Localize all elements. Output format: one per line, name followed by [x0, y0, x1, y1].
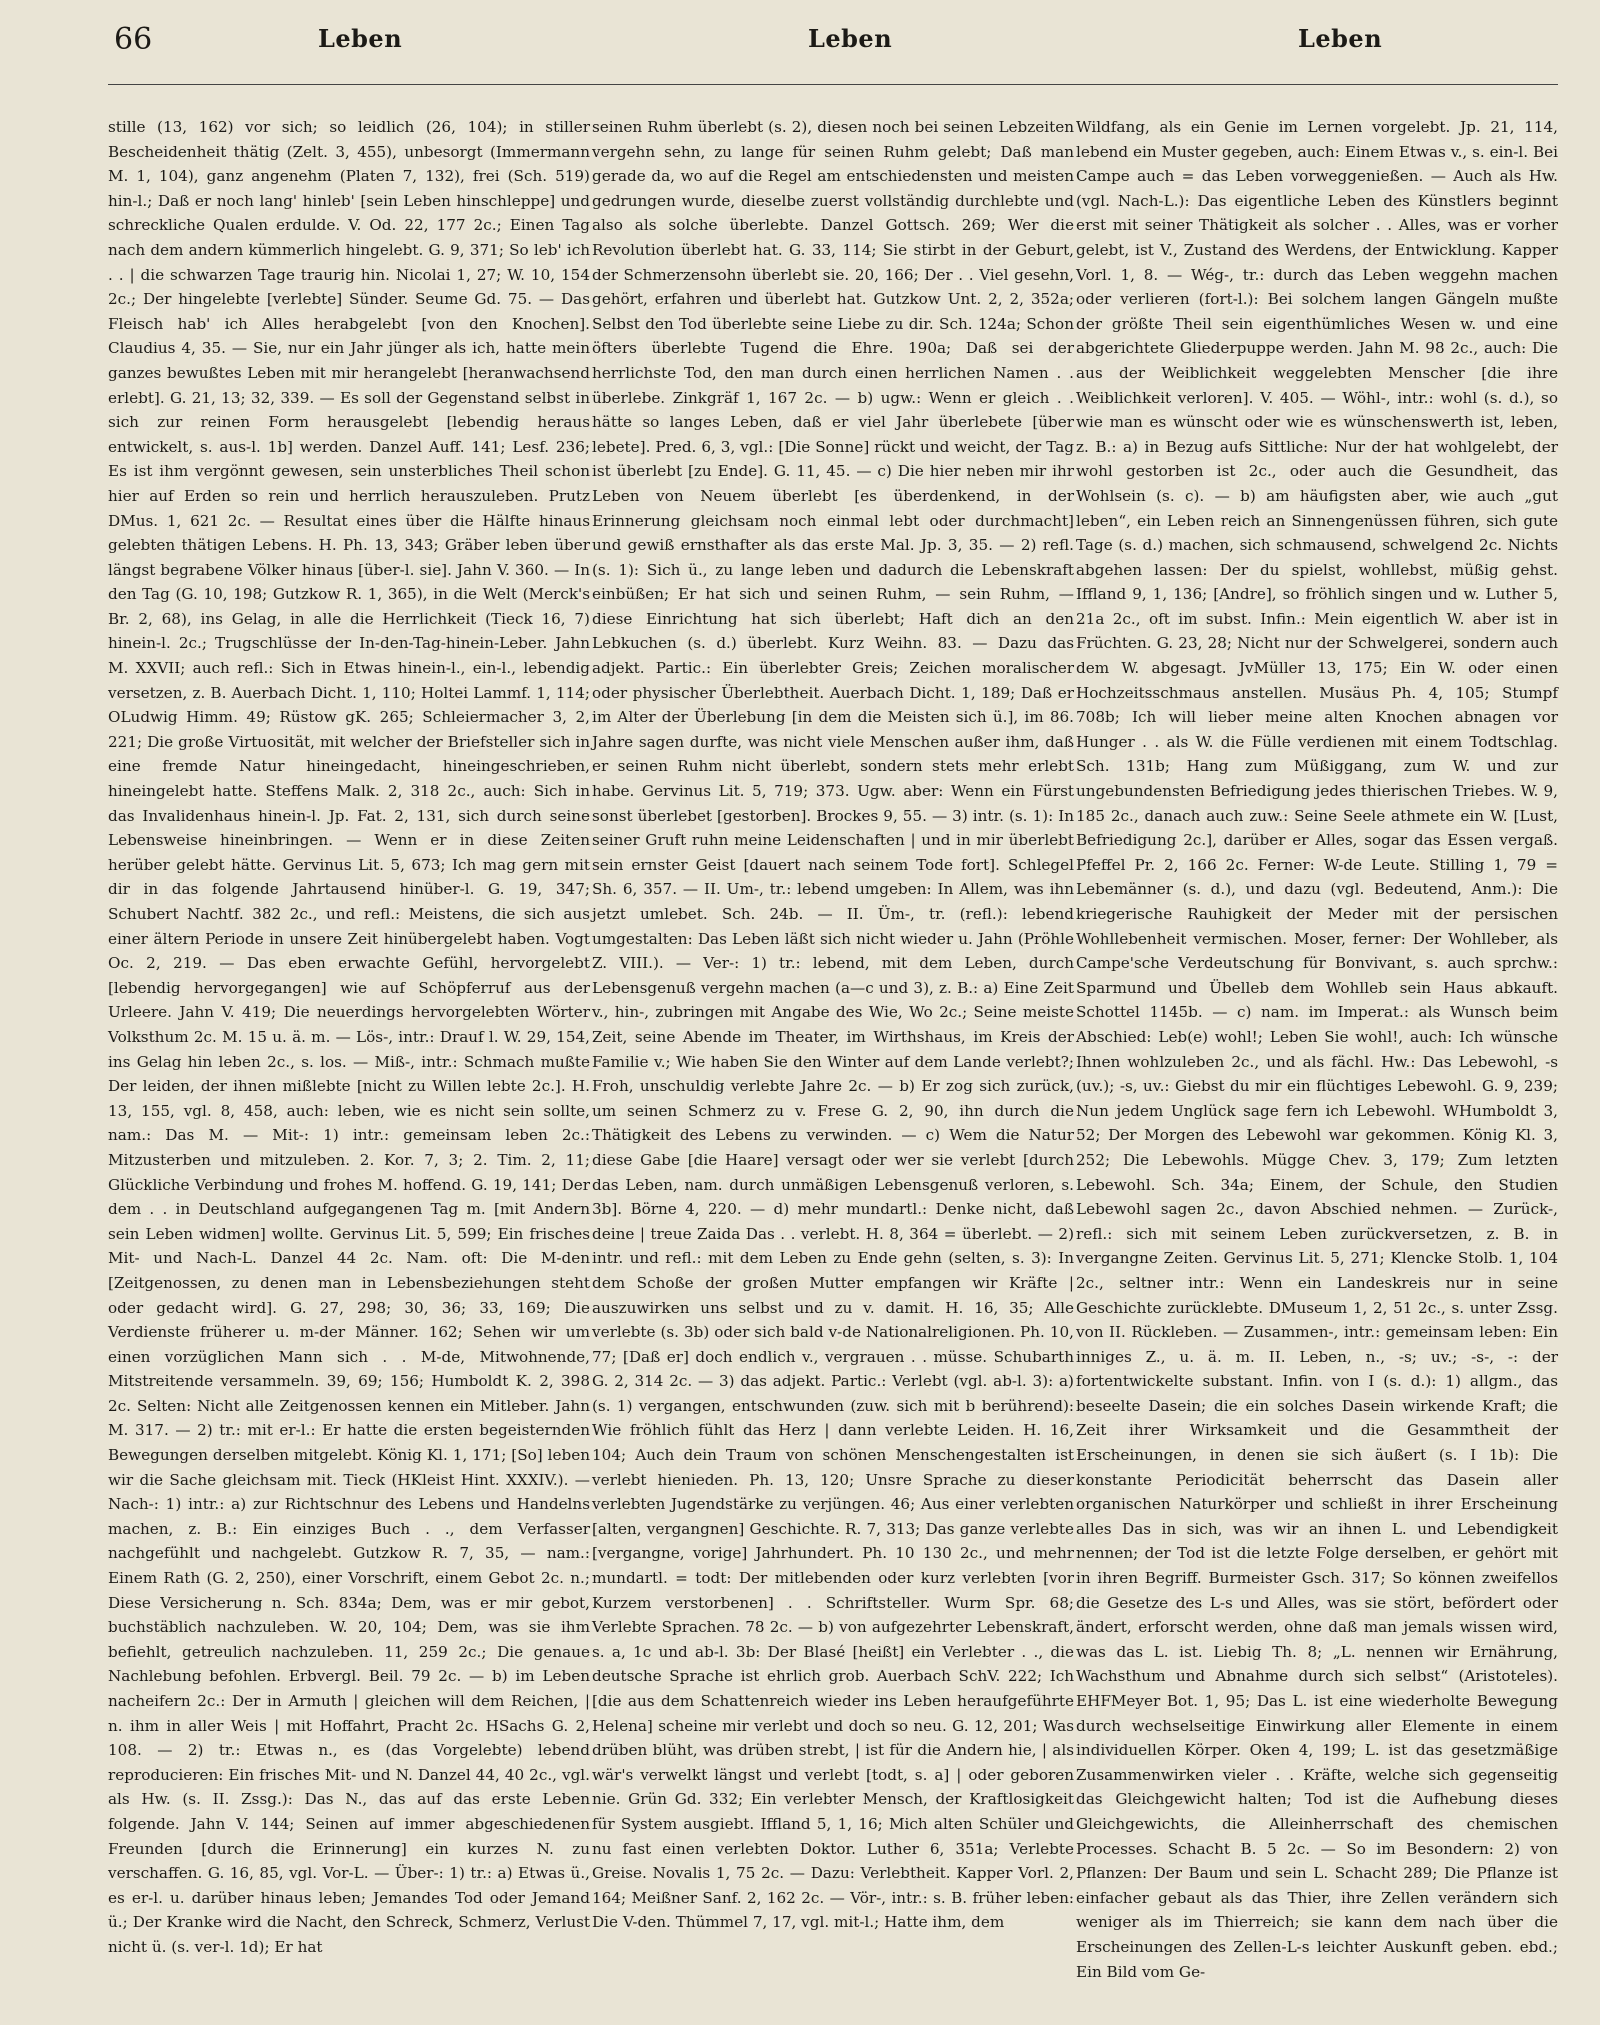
running-head-right: Leben: [1298, 24, 1383, 53]
page-header: [108, 0, 1558, 85]
column-text: seinen Ruhm überlebt (s. 2), diesen noch bei seinen Lebzeiten vergehn sehn, zu lange für seinen Ruhm gelebt; Daß man gerade da, wo auf die Regel am entschiedensten und meisten gedrungen wurde, dieselbe zuerst vollständig durchlebte und also als solche überlebte. Danzel Gottsch. 269; Wer die Revolution überlebt hat. G. 33, 114; Sie stirbt in der Geburt, der Schmerzensohn überlebt sie. 20, 166; Der . . Viel gesehn, gehört, erfahren und überlebt hat. Gutzkow Unt. 2, 2, 352a; Selbst den Tod überlebte seine Liebe zu dir. Sch. 124a; Schon öfters überlebte Tugend die Ehre. 190a; Daß sei der herrlichste Tod, den man durch einen herrlichen Namen . . überlebe. Zinkgräf 1, 167 2c. — b) ugw.: Wenn er gleich . . hätte so langes Leben, daß er viel Jahr überlebete [über lebete]. Pred. 6, 3, vgl.: [Die Sonne] rückt und weicht, der Tag ist überlebt [zu Ende]. G. 11, 45. — c) Die hier neben mir ihr Leben von Neuem überlebt [es überdenkend, in der Erinnerung gleichsam noch einmal lebt oder durchmacht] und gewiß ernsthafter als das erste Mal. Jp. 3, 35. — 2) refl. (s. 1): Sich ü., zu lange leben und dadurch die Lebenskraft einbüßen; Er hat sich und seinen Ruhm, — sein Ruhm, — diese Einrichtung hat sich überlebt; Haft dich an den Lebkuchen (s. d.) überlebt. Kurz Weihn. 83. — Dazu das adjekt. Partic.: Ein überlebter Greis; Zeichen moralischer oder physischer Überlebtheit. Auerbach Dicht. 1, 189; Daß er im Alter der Überlebung [in dem die Meisten sich ü.], im 86. Jahre sagen durfte, was nicht viele Menschen außer ihm, daß er seinen Ruhm nicht überlebt, sondern stets mehr erlebt habe. Gervinus Lit. 5, 719; 373. Ugw. aber: Wenn ein Fürst sonst überlebet [gestorben]. Brockes 9, 55. — 3) intr. (s. 1): In seiner Gruft ruhn meine Leidenschaften | und in mir überlebt sein ernster Geist [dauert nach seinem Tode fort]. Schlegel Sh. 6, 357. — II. Um-, tr.: lebend umgeben: In Allem, was ihn jetzt umlebet. Sch. 24b. — II. Üm-, tr. (refl.): lebend umgestalten: Das Leben läßt sich nicht wieder u. Jahn (Pröhle Z. VIII.). — Ver-: 1) tr.: lebend, mit dem Leben, durch Lebensgenuß vergehn machen (a—c und 3), z. B.: a) Eine Zeit v., hin-, zubringen mit Angabe des Wie, Wo 2c.; Seine meiste Zeit, seine Abende im Theater, im Wirthshaus, im Kreis der Familie v.; Wie haben Sie den Winter auf dem Lande verlebt?; Froh, unschuldig verlebte Jahre 2c. — b) Er zog sich zurück, um seinen Schmerz zu v. Frese G. 2, 90, ihn durch die Thätigkeit des Lebens zu verwinden. — c) Wem die Natur diese Gabe [die Haare] versagt oder wer sie verlebt [durch das Leben, nam. durch unmäßigen Lebensgenuß verloren, s. 3b]. Börne 4, 220. — d) mehr mundartl.: Denke nicht, daß deine | treue Zaida Das . . verlebt. H. 8, 364 = überlebt. — 2) intr. und refl.: mit dem Leben zu Ende gehn (selten, s. 3): In dem Schoße der großen Mutter empfangen wir Kräfte | auszuwirken uns selbst und zu v. damit. H. 16, 35; Alle verlebte (s. 3b) oder sich bald v-de Nationalreligionen. Ph. 10, 77; [Daß er] doch endlich v., vergrauen . . müsse. Schubarth G. 2, 314 2c. — 3) das adjekt. Partic.: Verlebt (vgl. ab-l. 3): a) (s. 1) vergangen, entschwunden (zuw. sich mit b berührend): Wie fröhlich fühlt das Herz | dann verlebte Leiden. H. 16, 104; Auch dein Traum von schönen Menschengestalten ist verlebt hienieden. Ph. 13, 120; Unsre Sprache zu dieser verlebten Jugendstärke zu verjüngen. 46; Aus einer verlebten [alten, vergangnen] Geschichte. R. 7, 313; Das ganze verlebte [vergangne, vorige] Jahrhundert. Ph. 10 130 2c., und mehr mundartl. = todt: Der mitlebenden oder kurz verlebten [vor Kurzem verstorbenen] . . Schriftsteller. Wurm Spr. 68; Verlebte Sprachen. 78 2c. — b) von aufgezehrter Lebenskraft, s. a, 1c und ab-l. 3b: Der Blasé [heißt] ein Verlebter . ., die deutsche Sprache ist ehrlich grob. Auerbach SchV. 222; Ich [die aus dem Schattenreich wieder ins Leben heraufgeführte Helena] scheine mir verlebt und doch so neu. G. 12, 201; Was drüben blüht, was drüben strebt, | ist für die Andern hie, | als wär's verwelkt längst und verlebt [todt, s. a] | oder geboren nie. Grün Gd. 332; Ein verlebter Mensch, der Kraftlosigkeit für System ausgiebt. Iffland 5, 1, 16; Mich alten Schüler und nu fast einen verlebten Doktor. Luther 6, 351a; Verlebte Greise. Novalis 1, 75 2c. — Dazu: Verlebtheit. Kapper Vorl. 2, 164; Meißner Sanf. 2, 162 2c. — Vör-, intr.: s. B. früher leben: Die V-den. Thümmel 7, 17, vgl. mit-l.; Hatte ihm, dem: [592, 118, 1074, 1932]
page-number: 66: [114, 22, 153, 57]
column-text: Wildfang, als ein Genie im Lernen vorgelebt. Jp. 21, 114, lebend ein Muster gegeben, auch: Einem Etwas v., s. ein-l. Bei Campe auch = das Leben vorweggenießen. — Auch als Hw. (vgl. Nach-L.): Das eigentliche Leben des Künstlers beginnt erst mit seiner Thätigkeit als solcher . . Alles, was er vorher gelebt, ist V., Zustand des Werdens, der Entwicklung. Kapper Vorl. 1, 8. — Wég-, tr.: durch das Leben weggehn machen oder verlieren (fort-l.): Bei solchem langen Gängeln mußte der größte Theil sein eigenthümliches Wesen w. und eine abgerichtete Gliederpuppe werden. Jahn M. 98 2c., auch: Die aus der Weiblichkeit weggelebten Menscher [die ihre Weiblichkeit verloren]. V. 405. — Wöhl-, intr.: wohl (s. d.), so wie man es wünscht oder wie es wünschenswerth ist, leben, z. B.: a) in Bezug aufs Sittliche: Nur der hat wohlgelebt, der wohl gestorben ist 2c., oder auch die Gesundheit, das Wohlsein (s. c). — b) am häufigsten aber, wie auch „gut leben“, ein Leben reich an Sinnengenüssen führen, sich gute Tage (s. d.) machen, sich schmausend, schwelgend 2c. Nichts abgehen lassen: Der du spielst, wohllebst, müßig gehst. Iffland 9, 1, 136; [Andre], so fröhlich singen und w. Luther 5, 21a 2c., oft im subst. Infin.: Mein eigentlich W. aber ist in Früchten. G. 23, 28; Nicht nur der Schwelgerei, sondern auch dem W. abgesagt. JvMüller 13, 175; Ein W. oder einen Hochzeitsschmaus anstellen. Musäus Ph. 4, 105; Stumpf 708b; Ich will lieber meine alten Knochen abnagen vor Hunger . . als W. die Fülle verdienen mit einem Todtschlag. Sch. 131b; Hang zum Müßiggang, zum W. und zur ungebundensten Befriedigung jedes thierischen Triebes. W. 9, 185 2c., danach auch zuw.: Seine Seele athmete ein W. [Lust, Befriedigung 2c.], darüber er Alles, sogar das Essen vergaß. Pfeffel Pr. 2, 166 2c. Ferner: W-de Leute. Stilling 1, 79 = Lebemänner (s. d.), und dazu (vgl. Bedeutend, Anm.): Die kriegerische Rauhigkeit der Meder mit der persischen Wohllebenheit vermischen. Moser, ferner: Der Wohlleber, als Campe'sche Verdeutschung für Bonvivant, s. auch sprchw.: Sparmund und Übelleb dem Wohlleb sein Haus abkauft. Schottel 1145b. — c) nam. im Imperat.: als Wunsch beim Abschied: Leb(e) wohl!; Leben Sie wohl!, auch: Ich wünsche Ihnen wohlzuleben 2c., und als fächl. Hw.: Das Lebewohl, -s (uv.); -s, uv.: Giebst du mir ein flüchtiges Lebewohl. G. 9, 239; Nun jedem Unglück sage fern ich Lebewohl. WHumboldt 3, 52; Der Morgen des Lebewohl war gekommen. König Kl. 3, 252; Die Lebewohls. Mügge Chev. 3, 179; Zum letzten Lebewohl. Sch. 34a; Einem, der Schule, den Studien Lebewohl sagen 2c., davon Abschied nehmen. — Zurück-, refl.: sich mit seinem Leben zurückversetzen, z. B. in vergangne Zeiten. Gervinus Lit. 5, 271; Klencke Stolb. 1, 104 2c., seltner intr.: Wenn ein Landeskreis nur in seine Geschichte zurücklebte. DMuseum 1, 2, 51 2c., s. unter Zssg. von II. Rückleben. — Zusammen-, intr.: gemeinsam leben: Ein inniges Z., u. ä. m. II. Leben, n., -s; uv.; -s-, -: der fortentwickelte substant. Infin. von I (s. d.): 1) allgm., das beseelte Dasein; die ein solches Dasein wirkende Kraft; die Zeit ihrer Wirksamkeit und die Gesammtheit der Erscheinungen, in denen sie sich äußert (s. I 1b): Die konstante Periodicität beherrscht das Dasein aller organischen Naturkörper und schließt in ihrer Erscheinung alles Das in sich, was wir an ihnen L. und Lebendigkeit nennen; der Tod ist die letzte Folge derselben, er gehört mit in ihren Begriff. Burmeister Gsch. 317; So können zweifellos die Gesetze des L-s und Alles, was sie stört, befördert oder ändert, erforscht werden, ohne daß man jemals wissen wird, was das L. ist. Liebig Th. 8; „L. nennen wir Ernährung, Wachsthum und Abnahme durch sich selbst“ (Aristoteles). EHFMeyer Bot. 1, 95; Das L. ist eine wiederholte Bewegung durch wechselseitige Einwirkung aller Elemente in einem individuellen Körper. Oken 4, 199; L. ist das gesetzmäßige Zusammenwirken vieler . . Kräfte, welche sich gegenseitig das Gleichgewicht halten; Tod ist die Aufhebung dieses Gleichgewichts, die Alleinherrschaft des chemischen Processes. Schacht B. 5 2c. — So im Besondern: 2) von Pflanzen: Der Baum und sein L. Schacht 289; Die Pflanze ist einfacher gebaut als das Thier, ihre Zellen verändern sich weniger als im Thierreich; sie kann dem nach über die Erscheinungen des Zellen-L-s leichter Auskunft geben. ebd.; Ein Bild vom Ge-: [1076, 118, 1558, 1981]
column-right: [1076, 115, 1558, 1984]
column-left: [108, 115, 590, 1984]
column-text: stille (13, 162) vor sich; so leidlich (26, 104); in stiller Bescheidenheit thätig (Zelt. 3, 455), unbesorgt (Immermann M. 1, 104), ganz angenehm (Platen 7, 132), frei (Sch. 519) hin-l.; Daß er noch lang' hinleb' [sein Leben hinschleppe] und schreckliche Qualen erdulde. V. Od. 22, 177 2c.; Einen Tag nach dem andern kümmerlich hingelebt. G. 9, 371; So leb' ich . . | die schwarzen Tage traurig hin. Nicolai 1, 27; W. 10, 154 2c.; Der hingelebte [verlebte] Sünder. Seume Gd. 75. — Das Fleisch hab' ich Alles herabgelebt [von den Knochen]. Claudius 4, 35. — Sie, nur ein Jahr jünger als ich, hatte mein ganzes bewußtes Leben mit mir herangelebt [heranwachsend erlebt]. G. 21, 13; 32, 339. — Es soll der Gegenstand selbst in sich zur reinen Form herausgelebt [lebendig heraus entwickelt, s. aus-l. 1b] werden. Danzel Auff. 141; Lesf. 236; Es ist ihm vergönnt gewesen, sein unsterbliches Theil schon hier auf Erden so rein und herrlich herauszuleben. Prutz DMus. 1, 621 2c. — Resultat eines über die Hälfte hinaus gelebten thätigen Lebens. H. Ph. 13, 343; Gräber leben über längst begrabene Völker hinaus [über-l. sie]. Jahn V. 360. — In den Tag (G. 10, 198; Gutzkow R. 1, 365), in die Welt (Merck's Br. 2, 68), ins Gelag, in alle die Herrlichkeit (Tieck 16, 7) hinein-l. 2c.; Trugschlüsse der In-den-Tag-hinein-Leber. Jahn M. XXVII; auch refl.: Sich in Etwas hinein-l., ein-l., lebendig versetzen, z. B. Auerbach Dicht. 1, 110; Holtei Lammf. 1, 114; OLudwig Himm. 49; Rüstow gK. 265; Schleiermacher 3, 2, 221; Die große Virtuosität, mit welcher der Briefsteller sich in eine fremde Natur hineingedacht, hineingeschrieben, hineingelebt hatte. Steffens Malk. 2, 318 2c., auch: Sich in das Invalidenhaus hinein-l. Jp. Fat. 2, 131, sich durch seine Lebensweise hineinbringen. — Wenn er in diese Zeiten herüber gelebt hätte. Gervinus Lit. 5, 673; Ich mag gern mit dir in das folgende Jahrtausend hinüber-l. G. 19, 347; Schubert Nachtf. 382 2c., und refl.: Meistens, die sich aus einer ältern Periode in unsere Zeit hinübergelebt haben. Vogt Oc. 2, 219. — Das eben erwachte Gefühl, hervorgelebt [lebendig hervorgegangen] wie auf Schöpferruf aus der Urleere. Jahn V. 419; Die neuerdings hervorgelebten Wörter Volksthum 2c. M. 15 u. ä. m. — Lös-, intr.: Drauf l. W. 29, 154, ins Gelag hin leben 2c., s. los. — Miß-, intr.: Schmach mußte Der leiden, der ihnen mißlebte [nicht zu Willen lebte 2c.]. H. 13, 155, vgl. 8, 458, auch: leben, wie es nicht sein sollte, nam.: Das M. — Mit-: 1) intr.: gemeinsam leben 2c.: Mitzusterben und mitzuleben. 2. Kor. 7, 3; 2. Tim. 2, 11; Glückliche Verbindung und frohes M. hoffend. G. 19, 141; Der dem . . in Deutschland aufgegangenen Tag m. [mit Andern sein Leben widmen] wollte. Gervinus Lit. 5, 599; Ein frisches Mit- und Nach-L. Danzel 44 2c. Nam. oft: Die M-den [Zeitgenossen, zu denen man in Lebensbeziehungen steht oder gedacht wird]. G. 27, 298; 30, 36; 33, 169; Die Verdienste früherer u. m-der Männer. 162; Sehen wir um einen vorzüglichen Mann sich . . M-de, Mitwohnende, Mitstreitende versammeln. 39, 69; 156; Humboldt K. 2, 398 2c. Selten: Nicht alle Zeitgenossen kennen ein Mitleber. Jahn M. 317. — 2) tr.: mit er-l.: Er hatte die ersten begeisternden Bewegungen derselben mitgelebt. König Kl. 1, 171; [So] leben wir die Sache gleichsam mit. Tieck (HKleist Hint. XXXIV.). — Nach-: 1) intr.: a) zur Richtschnur des Lebens und Handelns machen, z. B.: Ein einziges Buch . ., dem Verfasser nachgefühlt und nachgelebt. Gutzkow R. 7, 35, — nam.: Einem Rath (G. 2, 250), einer Vorschrift, einem Gebot 2c. n.; Diese Versicherung n. Sch. 834a; Dem, was er mir gebot, buchstäblich nachzuleben. W. 20, 104; Dem, was sie ihm befiehlt, getreulich nachzuleben. 11, 259 2c.; Die genaue Nachlebung befohlen. Erbvergl. Beil. 79 2c. — b) im Leben nacheifern 2c.: Der in Armuth | gleichen will dem Reichen, | n. ihm in aller Weis | mit Hoffahrt, Pracht 2c. HSachs G. 2, 108. — 2) tr.: Etwas n., es (das Vorgelebte) lebend reproducieren: Ein frisches Mit- und N. Danzel 44, 40 2c., vgl. als Hw. (s. II. Zssg.): Das N., das auf das erste Leben folgende. Jahn V. 144; Seinen auf immer abgeschiedenen Freunden [durch die Erinnerung] ein kurzes N. zu verschaffen. G. 16, 85, vgl. Vor-L. — Über-: 1) tr.: a) Etwas ü., es er-l. u. darüber hinaus leben; Jemandes Tod oder Jemand ü.; Der Kranke wird die Nacht, den Schreck, Schmerz, Verlust nicht ü. (s. ver-l. 1d); Er hat: [108, 118, 590, 1956]
column-middle: [592, 115, 1074, 1984]
text-columns: [108, 115, 1558, 1984]
running-head-center: Leben: [808, 24, 893, 53]
running-head-left: Leben: [318, 24, 403, 53]
